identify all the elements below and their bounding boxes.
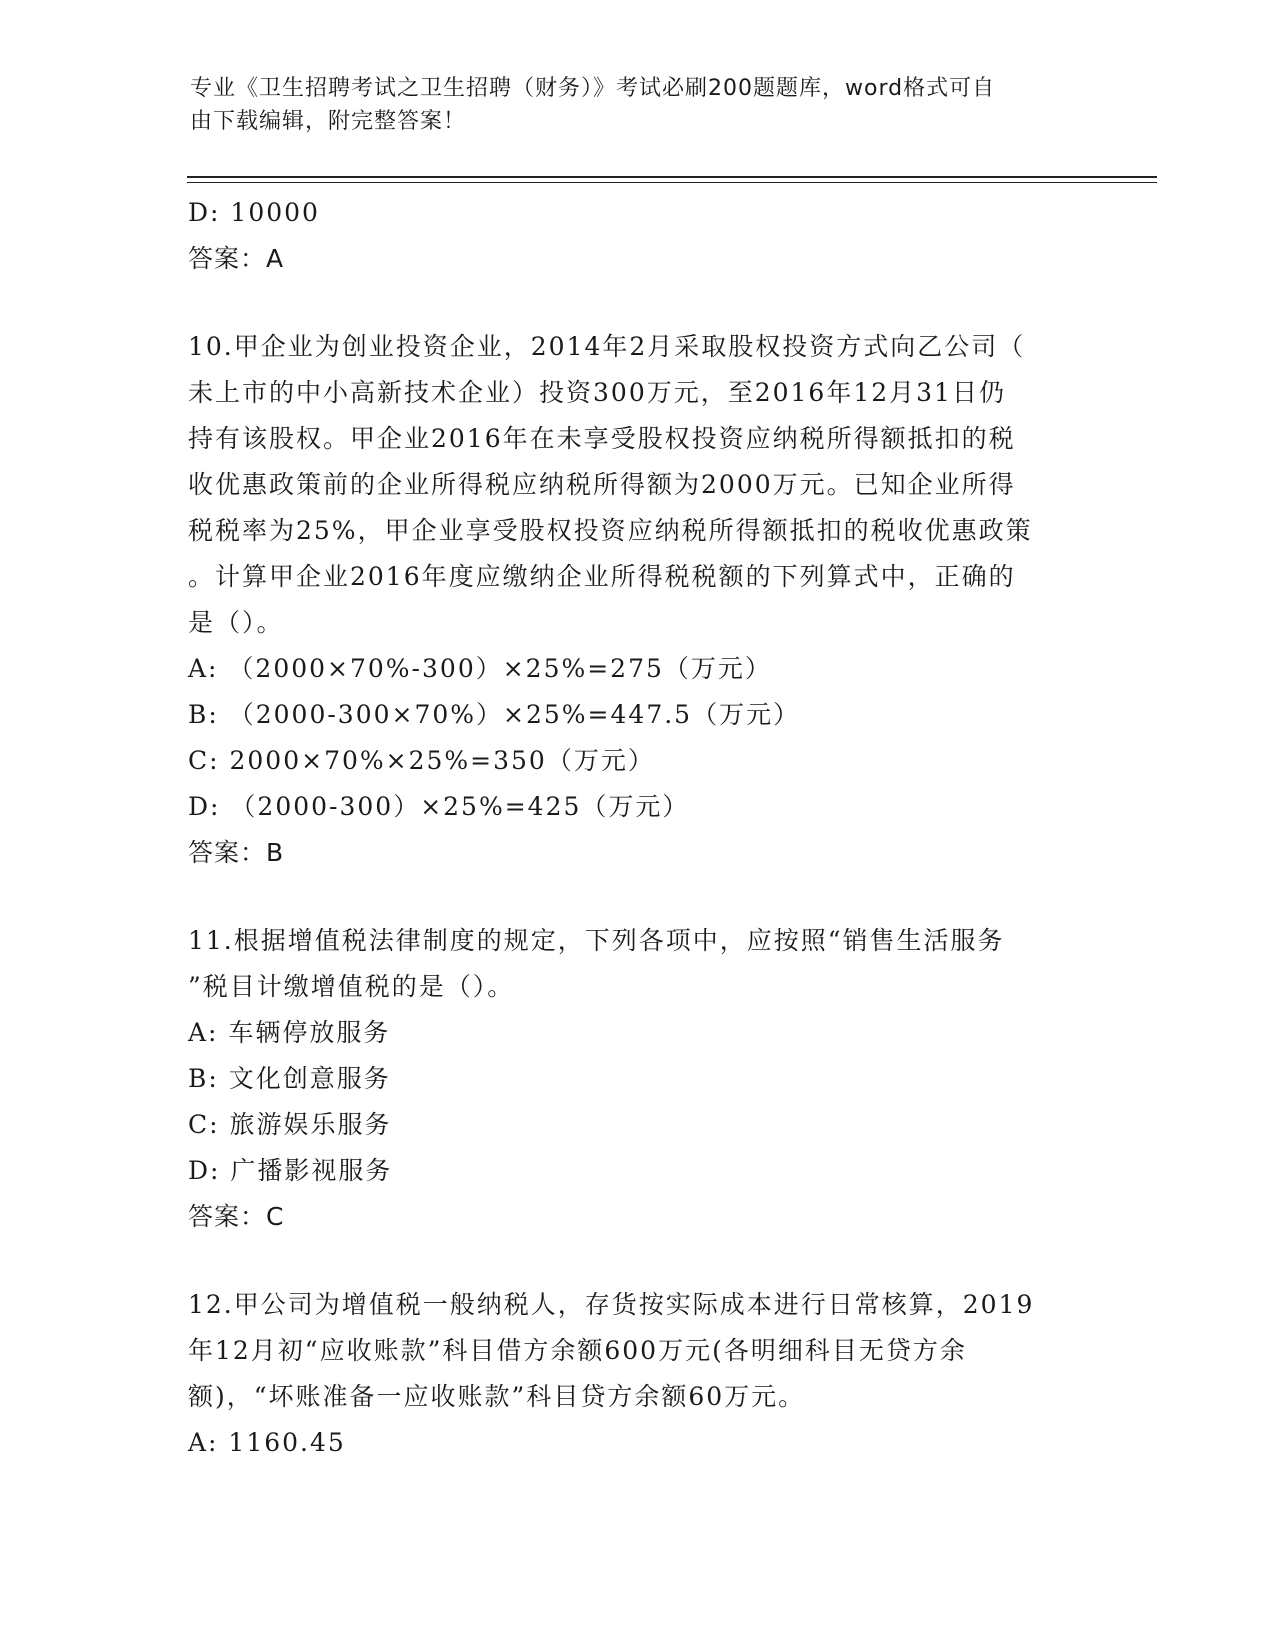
spacer [188, 1240, 1093, 1282]
spacer [188, 876, 1093, 918]
spacer [188, 282, 1093, 324]
question-10-text-line: 10.甲企业为创业投资企业，2014年2月采取股权投资方式向乙公司（ [188, 332, 1026, 361]
question-12-text-line: 额)，“坏账准备一应收账款”科目贷方余额60万元。 [188, 1382, 806, 1411]
page-header [190, 72, 1090, 138]
prev-answer: 答案：A [188, 244, 285, 273]
question-12-option-a: A: 1160.45 [188, 1428, 346, 1457]
question-11-option-a: A: 车辆停放服务 [188, 1018, 391, 1047]
question-11 [188, 918, 1093, 1240]
question-10-text-line: 。计算甲企业2016年度应缴纳企业所得税税额的下列算式中，正确的 [188, 562, 1016, 591]
question-10-text-line: 税税率为25%，甲企业享受股权投资应纳税所得额抵扣的税收优惠政策 [188, 516, 1033, 545]
header-line-1: 专业《卫生招聘考试之卫生招聘（财务）》考试必刷200题题库，word格式可自 [190, 76, 996, 101]
question-10-answer: 答案：B [188, 838, 285, 867]
question-11-answer: 答案：C [188, 1202, 285, 1231]
question-12-text-line: 年12月初“应收账款”科目借方余额600万元(各明细科目无贷方余 [188, 1336, 967, 1365]
question-10-text-line: 收优惠政策前的企业所得税应纳税所得额为2000万元。已知企业所得 [188, 470, 1016, 499]
header-divider-thick [187, 176, 1157, 178]
question-10-text-line: 未上市的中小高新技术企业）投资300万元，至2016年12月31日仍 [188, 378, 1006, 407]
question-11-text-line: 11.根据增值税法律制度的规定，下列各项中，应按照“销售生活服务 [188, 926, 1005, 955]
question-11-option-b: B: 文化创意服务 [188, 1064, 391, 1093]
header-divider-thin [187, 182, 1157, 183]
prev-option-d: D: 10000 [188, 198, 320, 227]
question-10-text-line: 是（）。 [188, 608, 284, 637]
question-11-text-line: ”税目计缴增值税的是（）。 [188, 972, 515, 1001]
header-line-2: 由下载编辑，附完整答案！ [190, 109, 467, 134]
question-12 [188, 1282, 1093, 1466]
question-10-text-line: 持有该股权。甲企业2016年在未享受股权投资应纳税所得额抵扣的税 [188, 424, 1016, 453]
question-11-option-d: D: 广播影视服务 [188, 1156, 393, 1185]
question-10-option-b: B: （2000-300×70%）×25%=447.5（万元） [188, 700, 801, 729]
question-12-text-line: 12.甲公司为增值税一般纳税人，存货按实际成本进行日常核算，2019 [188, 1290, 1035, 1319]
question-content [188, 190, 1093, 1466]
question-10 [188, 324, 1093, 876]
question-10-option-c: C: 2000×70%×25%=350（万元） [188, 746, 655, 775]
question-10-option-d: D: （2000-300）×25%=425（万元） [188, 792, 690, 821]
question-11-option-c: C: 旅游娱乐服务 [188, 1110, 392, 1139]
question-10-option-a: A: （2000×70%-300）×25%=275（万元） [188, 654, 772, 683]
